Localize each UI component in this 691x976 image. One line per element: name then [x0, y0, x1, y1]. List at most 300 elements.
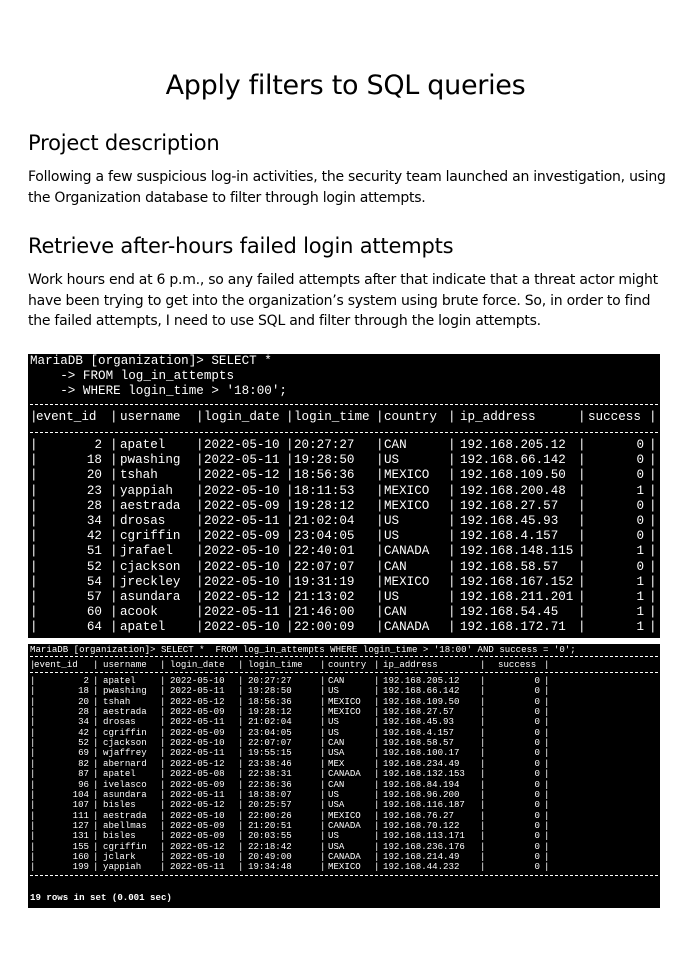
column-divider: | [578, 468, 586, 483]
column-divider: | [30, 659, 36, 670]
cell-event-id: 28 [86, 498, 102, 513]
column-divider: | [544, 861, 550, 873]
cell-login-date: 2022-05-09 [204, 498, 280, 513]
cell-login-date: 2022-05-12 [170, 799, 225, 811]
column-divider: | [480, 778, 486, 790]
column-divider: | [448, 544, 456, 559]
column-divider: | [544, 675, 550, 686]
cell-ip-address: 192.168.200.48 [460, 483, 566, 498]
column-divider: | [544, 799, 550, 811]
column-divider: | [30, 757, 36, 769]
column-divider: | [196, 453, 204, 468]
cell-ip-address: 192.168.211.201 [460, 590, 574, 604]
column-divider: | [448, 483, 456, 498]
cell-username: abernard [103, 757, 147, 769]
cell-login-date: 2022-05-10 [170, 675, 225, 686]
table-row [28, 529, 660, 544]
column-divider: | [160, 830, 166, 842]
column-divider: | [376, 514, 384, 528]
cell-login-time: 18:38:07 [248, 788, 292, 800]
column-divider: | [448, 559, 456, 574]
column-divider: | [320, 830, 326, 842]
column-header-success: success [588, 410, 641, 424]
column-divider: | [544, 747, 550, 759]
cell-success: 0 [534, 861, 540, 873]
project-description-text: Following a few suspicious log-in activities, the security team launched an investigation, using the Organization database to filter through login attempts. [28, 169, 666, 206]
column-divider: | [578, 514, 586, 528]
table-row [28, 560, 660, 575]
column-divider: | [286, 559, 294, 574]
column-header-success: success [498, 659, 537, 670]
column-divider: | [374, 850, 380, 862]
cell-success: 0 [534, 747, 540, 759]
cell-ip-address: 192.168.96.200 [383, 788, 460, 800]
table-border-line [30, 656, 658, 657]
column-divider: | [196, 544, 204, 559]
cell-login-time: 23:38:46 [248, 757, 292, 769]
column-divider: | [30, 483, 38, 498]
table-row [28, 575, 660, 590]
cell-event-id: 64 [86, 620, 102, 635]
column-divider: | [374, 861, 380, 873]
cell-login-time: 19:55:15 [248, 747, 292, 759]
cell-login-time: 22:00:26 [248, 809, 292, 821]
column-divider: | [30, 574, 38, 589]
column-divider: | [480, 819, 486, 831]
table-header-row [28, 410, 660, 425]
cell-username: pwashing [103, 685, 147, 697]
cell-country: US [384, 590, 400, 604]
column-divider: | [448, 574, 456, 589]
cell-event-id: 82 [78, 757, 89, 769]
table-row [28, 484, 660, 499]
column-divider: | [30, 799, 36, 811]
cell-country: MEXICO [384, 468, 430, 483]
cell-login-date: 2022-05-10 [170, 737, 225, 749]
cell-ip-address: 192.168.84.194 [383, 778, 460, 790]
column-divider: | [320, 659, 326, 670]
column-header-login-time: login_time [248, 659, 303, 670]
cell-login-time: 22:00:09 [294, 620, 355, 635]
column-header-login-date: login_date [204, 410, 280, 424]
column-divider: | [480, 850, 486, 862]
cell-login-date: 2022-05-09 [170, 778, 225, 790]
column-divider: | [196, 438, 204, 452]
column-divider: | [480, 809, 486, 821]
column-divider: | [649, 514, 657, 528]
cell-event-id: 2 [83, 675, 89, 686]
cell-event-id: 69 [78, 747, 89, 759]
column-divider: | [376, 483, 384, 498]
cell-login-date: 2022-05-11 [204, 453, 280, 468]
cell-country: MEXICO [328, 695, 361, 707]
cell-country: CAN [328, 737, 345, 749]
column-divider: | [480, 737, 486, 749]
column-divider: | [544, 685, 550, 697]
cell-username: acook [120, 605, 158, 620]
column-divider: | [110, 590, 118, 604]
cell-event-id: 20 [86, 468, 102, 483]
cell-event-id: 104 [72, 788, 89, 800]
column-divider: | [110, 574, 118, 589]
column-divider: | [544, 716, 550, 728]
column-divider: | [93, 675, 99, 686]
cell-country: MEXICO [384, 498, 430, 513]
cell-success: 0 [534, 840, 540, 852]
cell-country: MEXICO [328, 861, 361, 873]
cell-success: 0 [534, 819, 540, 831]
cell-country: US [328, 830, 339, 842]
column-divider: | [93, 819, 99, 831]
cell-login-time: 19:34:48 [248, 861, 292, 873]
column-divider: | [238, 757, 244, 769]
cell-username: abellmas [103, 819, 147, 831]
cell-login-time: 20:25:57 [248, 799, 292, 811]
cell-country: USA [328, 840, 345, 852]
cell-username: cjackson [120, 559, 181, 574]
cell-success: 0 [534, 809, 540, 821]
column-divider: | [160, 737, 166, 749]
cell-login-time: 23:04:05 [248, 726, 292, 738]
cell-login-time: 20:49:00 [248, 850, 292, 862]
cell-success: 0 [534, 737, 540, 749]
cell-country: US [384, 514, 400, 528]
column-divider: | [578, 605, 586, 620]
column-header-username: username [103, 659, 147, 670]
sql-prompt-line: MariaDB [organization]> SELECT * FROM log_in_attempts WHERE login_time > '18:00' AND success = '0'; [30, 644, 576, 655]
cell-event-id: 155 [72, 840, 89, 852]
cell-username: tshah [103, 695, 131, 707]
cell-country: MEXICO [384, 483, 430, 498]
cell-country: MEX [328, 757, 345, 769]
cell-ip-address: 192.168.113.171 [383, 830, 465, 842]
column-divider: | [30, 861, 36, 873]
column-divider: | [110, 453, 118, 468]
cell-event-id: 51 [86, 544, 102, 559]
cell-ip-address: 192.168.45.93 [460, 514, 559, 528]
cell-event-id: 42 [86, 529, 102, 544]
cell-login-time: 19:28:50 [248, 685, 292, 697]
column-divider: | [376, 559, 384, 574]
column-divider: | [238, 675, 244, 686]
column-divider: | [93, 726, 99, 738]
column-divider: | [110, 498, 118, 513]
column-divider: | [286, 529, 294, 544]
cell-username: tshah [120, 468, 158, 483]
cell-event-id: 34 [86, 514, 102, 528]
cell-country: CANADA [328, 819, 361, 831]
cell-success: 0 [636, 453, 644, 468]
column-divider: | [374, 747, 380, 759]
cell-ip-address: 192.168.172.71 [460, 620, 566, 635]
cell-event-id: 28 [78, 706, 89, 718]
cell-event-id: 18 [78, 685, 89, 697]
cell-country: CAN [384, 559, 407, 574]
cell-success: 0 [534, 778, 540, 790]
cell-username: asundara [103, 788, 147, 800]
column-divider: | [160, 675, 166, 686]
cell-login-date: 2022-05-12 [170, 757, 225, 769]
cell-ip-address: 192.168.27.57 [383, 706, 454, 718]
column-divider: | [320, 809, 326, 821]
column-header-login-date: login_date [170, 659, 225, 670]
column-divider: | [110, 559, 118, 574]
column-header-ip-address: ip_address [383, 659, 438, 670]
cell-event-id: 23 [86, 483, 102, 498]
column-divider: | [480, 830, 486, 842]
cell-event-id: 96 [78, 778, 89, 790]
column-divider: | [544, 695, 550, 707]
cell-username: apatel [103, 675, 136, 686]
column-divider: | [544, 757, 550, 769]
cell-ip-address: 192.168.58.57 [383, 737, 454, 749]
column-divider: | [238, 716, 244, 728]
column-divider: | [196, 574, 204, 589]
column-divider: | [110, 605, 118, 620]
column-divider: | [30, 768, 36, 780]
cell-ip-address: 192.168.148.115 [460, 544, 574, 559]
query-result-table [28, 404, 660, 638]
table-row [28, 438, 660, 453]
column-divider: | [160, 788, 166, 800]
column-divider: | [544, 830, 550, 842]
cell-event-id: 2 [94, 438, 102, 452]
column-divider: | [238, 695, 244, 707]
column-divider: | [110, 468, 118, 483]
cell-ip-address: 192.168.44.232 [383, 861, 460, 873]
table-row [28, 590, 660, 605]
table-border-line [30, 672, 658, 673]
column-divider: | [374, 809, 380, 821]
cell-success: 1 [636, 574, 644, 589]
column-divider: | [110, 544, 118, 559]
column-divider: | [376, 498, 384, 513]
terminal-screenshot-query-failed-after-hours [28, 644, 660, 908]
column-divider: | [320, 737, 326, 749]
column-divider: | [374, 685, 380, 697]
column-divider: | [93, 830, 99, 842]
cell-login-date: 2022-05-12 [170, 840, 225, 852]
column-divider: | [110, 438, 118, 452]
column-divider: | [480, 675, 486, 686]
column-divider: | [160, 726, 166, 738]
cell-login-date: 2022-05-10 [204, 483, 280, 498]
column-divider: | [448, 438, 456, 452]
cell-country: US [384, 453, 400, 468]
column-divider: | [578, 559, 586, 574]
column-divider: | [374, 840, 380, 852]
cell-country: CAN [384, 605, 407, 620]
column-divider: | [30, 685, 36, 697]
cell-login-time: 22:18:42 [248, 840, 292, 852]
table-row [28, 499, 660, 514]
cell-country: CAN [328, 778, 345, 790]
column-divider: | [238, 659, 244, 670]
column-divider: | [160, 809, 166, 821]
column-divider: | [374, 675, 380, 686]
column-divider: | [238, 840, 244, 852]
cell-username: asundara [120, 590, 181, 604]
cell-login-date: 2022-05-12 [204, 590, 280, 604]
cell-ip-address: 192.168.167.152 [460, 574, 574, 589]
cell-username: yappiah [120, 483, 173, 498]
cell-username: aestrada [120, 498, 181, 513]
column-divider: | [320, 788, 326, 800]
cell-login-time: 21:02:04 [248, 716, 292, 728]
column-divider: | [649, 544, 657, 559]
column-divider: | [93, 695, 99, 707]
cell-login-time: 18:11:53 [294, 483, 355, 498]
column-header-ip-address: ip_address [460, 410, 536, 424]
cell-ip-address: 192.168.4.157 [460, 529, 559, 544]
column-divider: | [286, 590, 294, 604]
cell-ip-address: 192.168.45.93 [383, 716, 454, 728]
cell-event-id: 131 [72, 830, 89, 842]
column-divider: | [30, 453, 38, 468]
column-divider: | [286, 498, 294, 513]
column-divider: | [30, 830, 36, 842]
column-divider: | [374, 778, 380, 790]
cell-success: 0 [636, 498, 644, 513]
cell-username: cjackson [103, 737, 147, 749]
cell-event-id: 54 [86, 574, 102, 589]
column-divider: | [238, 788, 244, 800]
column-divider: | [578, 410, 586, 424]
cell-ip-address: 192.168.4.157 [383, 726, 454, 738]
cell-login-time: 21:13:02 [294, 590, 355, 604]
cell-login-time: 19:28:12 [294, 498, 355, 513]
column-divider: | [649, 410, 657, 424]
cell-success: 0 [636, 514, 644, 528]
column-divider: | [160, 861, 166, 873]
column-divider: | [374, 706, 380, 718]
cell-success: 0 [636, 559, 644, 574]
sql-continuation-line: -> WHERE login_time > '18:00'; [30, 384, 287, 398]
column-divider: | [30, 438, 38, 452]
column-divider: | [448, 410, 456, 424]
cell-username: bisles [103, 830, 136, 842]
column-header-login-time: login_time [294, 410, 370, 424]
cell-event-id: 111 [72, 809, 89, 821]
column-divider: | [374, 695, 380, 707]
column-divider: | [578, 438, 586, 452]
cell-ip-address: 192.168.54.45 [460, 605, 559, 620]
column-divider: | [196, 483, 204, 498]
column-divider: | [196, 498, 204, 513]
cell-success: 0 [534, 685, 540, 697]
column-divider: | [160, 757, 166, 769]
column-divider: | [578, 453, 586, 468]
column-divider: | [376, 453, 384, 468]
rows-in-set-summary: 19 rows in set (0.001 sec) [30, 892, 172, 903]
column-divider: | [286, 410, 294, 424]
column-divider: | [30, 675, 36, 686]
cell-country: CANADA [384, 544, 430, 559]
column-divider: | [376, 468, 384, 483]
column-divider: | [544, 737, 550, 749]
column-divider: | [160, 840, 166, 852]
column-divider: | [93, 799, 99, 811]
column-divider: | [376, 620, 384, 635]
column-divider: | [544, 726, 550, 738]
column-header-username: username [120, 410, 181, 424]
column-divider: | [160, 659, 166, 670]
cell-login-time: 21:20:51 [248, 819, 292, 831]
cell-event-id: 160 [72, 850, 89, 862]
column-divider: | [480, 768, 486, 780]
cell-ip-address: 192.168.205.12 [460, 438, 566, 452]
column-divider: | [374, 757, 380, 769]
sql-continuation-line: -> FROM log_in_attempts [30, 369, 235, 383]
cell-login-date: 2022-05-09 [170, 830, 225, 842]
column-divider: | [160, 716, 166, 728]
column-divider: | [110, 620, 118, 635]
column-divider: | [649, 605, 657, 620]
column-divider: | [376, 605, 384, 620]
column-divider: | [578, 498, 586, 513]
column-divider: | [30, 410, 38, 424]
column-divider: | [196, 468, 204, 483]
column-divider: | [160, 850, 166, 862]
column-divider: | [448, 620, 456, 635]
column-divider: | [649, 574, 657, 589]
cell-ip-address: 192.168.116.187 [383, 799, 465, 811]
cell-login-date: 2022-05-09 [170, 726, 225, 738]
column-divider: | [320, 757, 326, 769]
column-divider: | [578, 544, 586, 559]
column-divider: | [160, 706, 166, 718]
table-row [28, 514, 660, 529]
column-divider: | [238, 706, 244, 718]
column-divider: | [320, 716, 326, 728]
column-divider: | [30, 706, 36, 718]
column-divider: | [286, 438, 294, 452]
column-divider: | [480, 861, 486, 873]
cell-username: jrafael [120, 544, 173, 559]
column-divider: | [30, 605, 38, 620]
column-divider: | [480, 788, 486, 800]
column-divider: | [448, 468, 456, 483]
column-divider: | [578, 529, 586, 544]
table-header-row [28, 660, 660, 670]
column-divider: | [30, 529, 38, 544]
column-divider: | [30, 590, 38, 604]
column-divider: | [160, 747, 166, 759]
cell-login-date: 2022-05-08 [170, 768, 225, 780]
column-divider: | [544, 768, 550, 780]
cell-username: apatel [120, 438, 166, 452]
cell-username: drosas [103, 716, 136, 728]
retrieve-failed-logins-heading: Retrieve after-hours failed login attempts [28, 234, 454, 258]
column-divider: | [30, 819, 36, 831]
column-divider: | [160, 685, 166, 697]
cell-login-date: 2022-05-10 [204, 544, 280, 559]
cell-ip-address: 192.168.66.142 [460, 453, 566, 468]
column-divider: | [110, 514, 118, 528]
column-divider: | [649, 620, 657, 635]
column-divider: | [286, 605, 294, 620]
column-divider: | [30, 840, 36, 852]
cell-success: 0 [534, 695, 540, 707]
column-divider: | [320, 778, 326, 790]
column-divider: | [544, 850, 550, 862]
column-divider: | [160, 695, 166, 707]
column-divider: | [320, 706, 326, 718]
column-divider: | [286, 468, 294, 483]
cell-success: 1 [636, 544, 644, 559]
column-divider: | [93, 685, 99, 697]
cell-success: 0 [534, 716, 540, 728]
